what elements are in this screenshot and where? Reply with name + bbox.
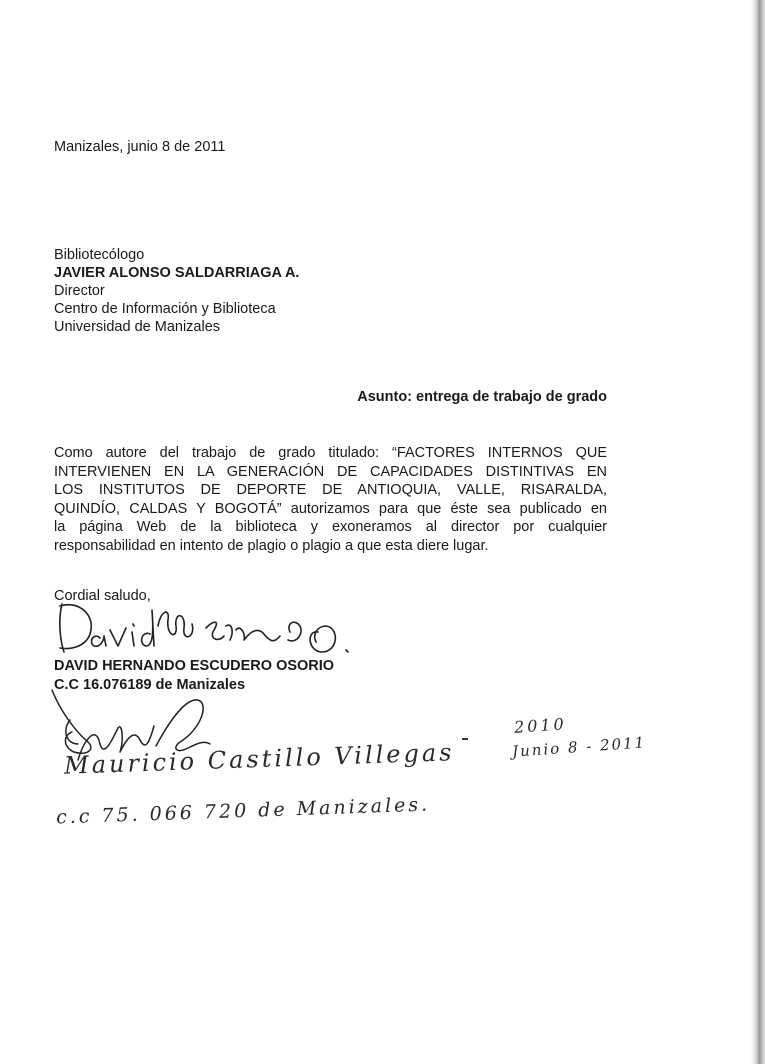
recipient-department: Centro de Información y Biblioteca	[54, 301, 276, 317]
handwritten-note-year: 2010	[513, 714, 568, 737]
handwritten-note-date: Junio 8 - 2011	[511, 733, 647, 761]
body-line: QUINDÍO, CALDAS Y BOGOTÁ” autorizamos para que éste sea publicado en	[54, 500, 607, 517]
recipient-institution: Universidad de Manizales	[54, 319, 221, 335]
handwritten-dash	[462, 738, 468, 740]
signatory-1-name: DAVID HERNANDO ESCUDERO OSORIO	[54, 658, 335, 674]
greeting: Cordial saludo,	[54, 588, 151, 604]
body-line: responsabilidad en intento de plagio o plagio a que esta diere lugar.	[54, 537, 489, 554]
body-line: LOS INSTITUTOS DE DEPORTE DE ANTIOQUIA, VALLE, RISARALDA,	[54, 482, 607, 499]
handwritten-name-2: Mauricio Castillo Villegas	[63, 738, 455, 780]
handwritten-id-2: c.c 75. 066 720 de Manizales.	[55, 793, 431, 829]
recipient-name: JAVIER ALONSO SALDARRIAGA A.	[54, 265, 300, 281]
body-line: INTERVIENEN EN LA GENERACIÓN DE CAPACIDADES DISTINTIVAS EN	[54, 463, 607, 480]
letter-date: Manizales, junio 8 de 2011	[54, 139, 226, 155]
recipient-title: Bibliotecólogo	[54, 247, 145, 263]
recipient-position: Director	[54, 283, 105, 299]
body-line: la página Web de la biblioteca y exoneramos al director por cualquier	[54, 519, 607, 536]
letter-subject: Asunto: entrega de trabajo de grado	[357, 389, 607, 405]
signatory-1-id: C.C 16.076189 de Manizales	[54, 677, 246, 693]
body-line: Como autore del trabajo de grado titulado: “FACTORES INTERNOS QUE	[54, 445, 607, 461]
